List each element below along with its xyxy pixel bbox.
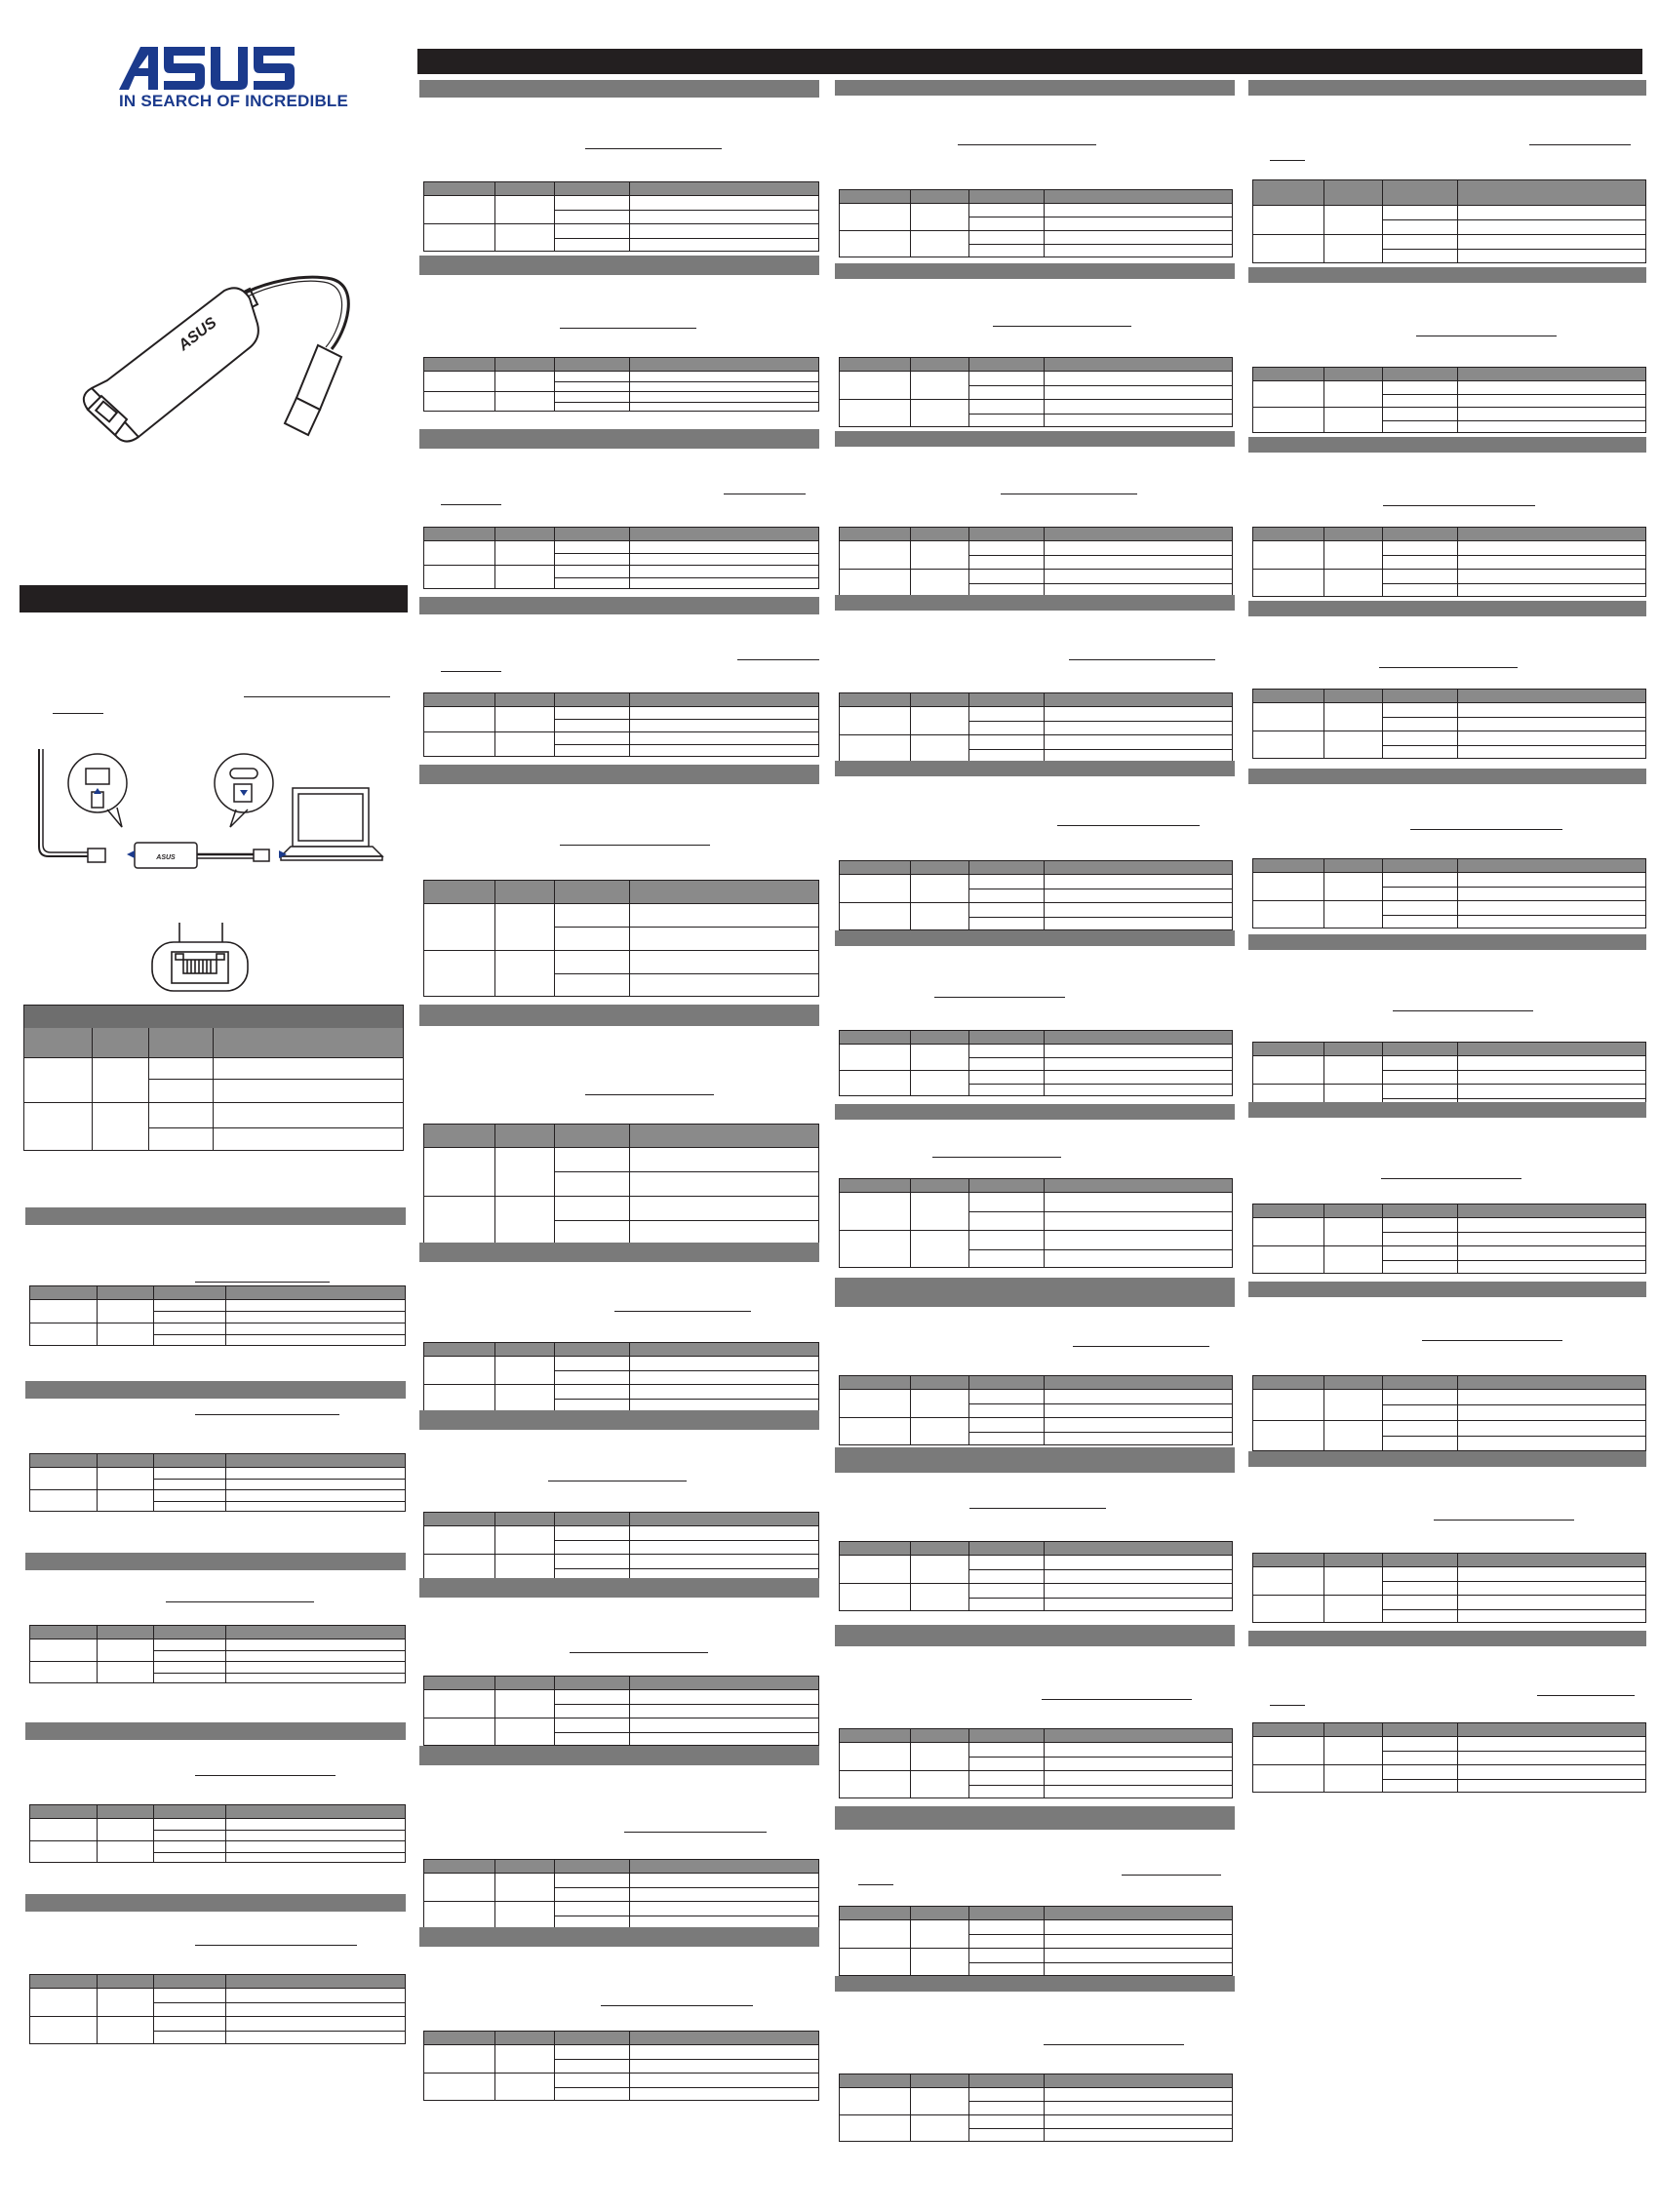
spec-table [1252, 1553, 1646, 1623]
spec-table [1252, 367, 1646, 433]
spec-table [1252, 1204, 1646, 1274]
led-status-table [23, 1005, 404, 1151]
section-bar [835, 1291, 1235, 1307]
section-bar [25, 1553, 406, 1570]
section-link-underline [585, 148, 722, 149]
section-link-underline [1270, 160, 1305, 161]
section-bar-end [835, 1278, 1235, 1293]
spec-table [839, 1375, 1233, 1445]
section-link-underline [1383, 505, 1535, 506]
spec-table [839, 1728, 1233, 1798]
section-bar-end [1248, 267, 1646, 283]
rj45-led-diagram [146, 921, 254, 995]
svg-text:ASUS: ASUS [156, 854, 176, 861]
section-link-underline [560, 328, 696, 329]
section-link-underline [1529, 144, 1631, 145]
section-bar [25, 1894, 406, 1912]
section-link-underline [624, 1832, 767, 1833]
section-link-underline [1537, 1695, 1635, 1696]
spec-table [423, 1124, 819, 1244]
spec-table [1252, 179, 1646, 263]
section-link-underline [195, 1775, 336, 1776]
section-link-underline [1379, 667, 1518, 668]
section-bar-end [1248, 769, 1646, 784]
spec-table [839, 189, 1233, 257]
section-bar-end [1248, 1631, 1646, 1646]
brand-tagline: IN SEARCH OF INCREDIBLE [119, 92, 349, 110]
section-link-underline [614, 1311, 751, 1312]
product-image [68, 263, 361, 468]
section-bar-end [835, 1447, 1235, 1463]
top-title-bar [417, 49, 1642, 74]
section-link-underline [932, 1157, 1061, 1158]
section-link-underline [570, 1652, 708, 1653]
section-bar [25, 1207, 406, 1225]
section-link-underline [993, 326, 1131, 327]
section-link-underline [934, 997, 1065, 998]
section-bar-end [419, 1578, 819, 1594]
spec-table [423, 1512, 819, 1582]
asus-logo [119, 47, 295, 90]
spec-table [423, 527, 819, 589]
section-bar-end [419, 1410, 819, 1426]
laptop-icon [281, 788, 382, 860]
spec-table [1252, 1722, 1646, 1793]
section-bar-end [1248, 437, 1646, 453]
section-link-underline [195, 1282, 330, 1283]
adapter-icon [68, 263, 361, 468]
spec-table [423, 1859, 819, 1929]
section-bar [835, 80, 1235, 96]
section-bar-end [1248, 1451, 1646, 1467]
section-link-underline [858, 1884, 893, 1885]
spec-table [839, 2074, 1233, 2142]
section-bar-end [419, 1927, 819, 1943]
section-link-underline [166, 1601, 314, 1602]
section-link-underline [53, 713, 103, 714]
section-bar-end [835, 595, 1235, 611]
spec-table [423, 692, 819, 757]
section-link-underline [1122, 1875, 1221, 1876]
section-link-underline [601, 2005, 753, 2006]
section-link-underline [1057, 825, 1200, 826]
section-link-underline [195, 1945, 357, 1946]
device-logo: ASUS [175, 314, 220, 355]
section-bar-end [835, 930, 1235, 946]
section-link-underline [560, 845, 710, 846]
section-bar-end [835, 761, 1235, 776]
connection-diagram [29, 749, 400, 886]
spec-table [423, 1342, 819, 1412]
section-link-underline [1073, 1346, 1209, 1347]
spec-table [423, 880, 819, 997]
spec-table [29, 1625, 406, 1683]
spec-table [423, 2031, 819, 2101]
spec-table [423, 357, 819, 412]
section-link-underline [1393, 1010, 1533, 1011]
spec-table [423, 181, 819, 252]
section-bar-end [835, 1104, 1235, 1120]
section-link-underline [1410, 829, 1562, 830]
section-link-underline [441, 504, 501, 505]
section-bar-end [1248, 601, 1646, 616]
section-bar-end [835, 1625, 1235, 1640]
asus-logo-mark [119, 47, 295, 90]
spec-table [1252, 858, 1646, 928]
section-link-underline [1270, 1705, 1305, 1706]
ethernet-cable-icon [88, 849, 105, 862]
spec-table [29, 1453, 406, 1512]
section-link-underline [1422, 1340, 1562, 1341]
spec-table [423, 1676, 819, 1746]
section-bar-end [419, 765, 819, 780]
section-link-underline [1069, 659, 1215, 660]
section-link-underline [737, 659, 819, 660]
spec-table [839, 357, 1233, 427]
spec-table [29, 1974, 406, 2044]
spec-table [839, 692, 1233, 763]
section-link-underline [969, 1508, 1106, 1509]
section-bar-end [419, 433, 819, 449]
section-bar [1248, 80, 1646, 96]
section-bar-end [419, 597, 819, 612]
section-link-underline [1042, 1699, 1192, 1700]
section-bar-end [1248, 1282, 1646, 1297]
usb-c-plug-icon [254, 849, 269, 861]
section-link-underline [1381, 1178, 1521, 1179]
section-bar-end [1248, 934, 1646, 950]
spec-table [839, 1906, 1233, 1976]
section-bar [419, 80, 819, 98]
section-bar-end [835, 1976, 1235, 1992]
section-bar-end [835, 431, 1235, 447]
section-bar [25, 1722, 406, 1740]
section-bar [25, 1381, 406, 1399]
section-bar-end [419, 1005, 819, 1020]
spec-table [29, 1804, 406, 1863]
section-bar-end [835, 1806, 1235, 1822]
section-bar-end [1248, 1102, 1646, 1118]
section-link-underline [1434, 1520, 1574, 1521]
section-link-underline [585, 1094, 714, 1095]
section-link-underline [244, 696, 390, 697]
left-title-bar [20, 585, 408, 612]
section-bar-end [835, 263, 1235, 279]
spec-table [839, 1030, 1233, 1096]
section-link-underline [958, 144, 1096, 145]
spec-table [839, 1541, 1233, 1611]
spec-table [839, 860, 1233, 930]
spec-table [839, 527, 1233, 597]
section-link-underline [195, 1414, 339, 1415]
section-link-underline [1044, 2044, 1184, 2045]
section-bar-end [419, 1746, 819, 1761]
spec-table [1252, 527, 1646, 597]
section-bar-end [419, 1243, 819, 1258]
spec-table [1252, 689, 1646, 759]
spec-table [839, 1178, 1233, 1268]
section-link-underline [441, 671, 501, 672]
rj45-port-icon [86, 769, 109, 784]
spec-table [29, 1285, 406, 1346]
section-bar-end [419, 256, 819, 271]
spec-table [1252, 1375, 1646, 1451]
